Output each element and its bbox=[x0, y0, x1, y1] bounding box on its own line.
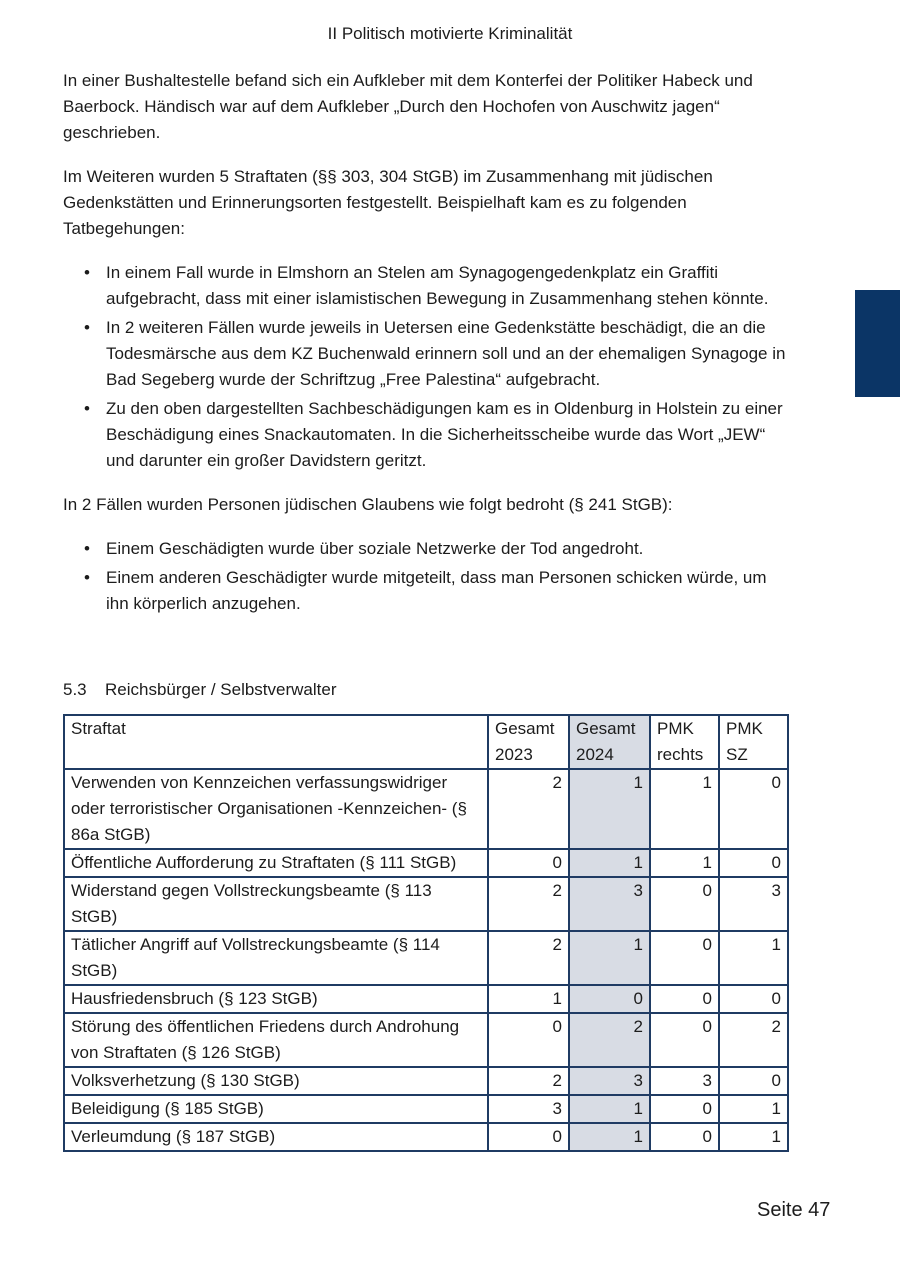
section-heading bbox=[63, 677, 336, 703]
list-item bbox=[63, 536, 793, 562]
column-header: Gesamt 2024 bbox=[569, 715, 650, 769]
value-cell: 0 bbox=[650, 1123, 719, 1151]
offense-cell: Hausfriedensbruch (§ 123 StGB) bbox=[64, 985, 488, 1013]
table-row bbox=[64, 1067, 788, 1095]
table-row bbox=[64, 849, 788, 877]
value-cell: 0 bbox=[719, 849, 788, 877]
offense-cell: Störung des öffentlichen Friedens durch Androhung von Straftaten (§ 126 StGB) bbox=[64, 1013, 488, 1067]
value-cell: 1 bbox=[719, 1095, 788, 1123]
table-row bbox=[64, 1123, 788, 1151]
table-row bbox=[64, 769, 788, 849]
offense-cell: Volksverhetzung (§ 130 StGB) bbox=[64, 1067, 488, 1095]
bullet-list bbox=[63, 536, 793, 617]
bullet-list bbox=[63, 260, 793, 474]
value-cell: 0 bbox=[719, 769, 788, 849]
table-row bbox=[64, 985, 788, 1013]
list-item-text: Einem Geschädigten wurde über soziale Netzwerke der Tod angedroht. bbox=[106, 539, 644, 558]
value-cell: 2 bbox=[488, 1067, 569, 1095]
value-cell: 0 bbox=[569, 985, 650, 1013]
list-item bbox=[63, 260, 793, 312]
table-row bbox=[64, 931, 788, 985]
value-cell: 1 bbox=[569, 931, 650, 985]
value-cell: 3 bbox=[569, 877, 650, 931]
paragraph: In einer Bushaltestelle befand sich ein Aufkleber mit dem Konterfei der Politiker Habeck und Baerbock. Händisch war auf dem Aufkleber „Durch den Hochofen von Auschwitz jagen“ geschrieben. bbox=[63, 71, 753, 142]
offense-cell: Widerstand gegen Vollstreckungsbeamte (§ 113 StGB) bbox=[64, 877, 488, 931]
offense-cell: Öffentliche Aufforderung zu Straftaten (§ 111 StGB) bbox=[64, 849, 488, 877]
value-cell: 2 bbox=[488, 931, 569, 985]
value-cell: 1 bbox=[569, 1123, 650, 1151]
value-cell: 0 bbox=[650, 1095, 719, 1123]
value-cell: 3 bbox=[719, 877, 788, 931]
list-item bbox=[63, 396, 793, 474]
bullet-icon: • bbox=[84, 539, 90, 558]
section-number: 5.3 bbox=[63, 680, 87, 699]
table-row bbox=[64, 877, 788, 931]
bullet-icon: • bbox=[84, 263, 90, 282]
list-item-text: Einem anderen Geschädigter wurde mitgeteilt, dass man Personen schicken würde, um ihn körperlich anzugehen. bbox=[106, 568, 767, 613]
page-number: Seite 47 bbox=[757, 1199, 831, 1221]
paragraph: In 2 Fällen wurden Personen jüdischen Glaubens wie folgt bedroht (§ 241 StGB): bbox=[63, 495, 673, 514]
value-cell: 0 bbox=[650, 985, 719, 1013]
list-item-text: In 2 weiteren Fällen wurde jeweils in Uetersen eine Gedenkstätte beschädigt, die an die Todesmärsche aus dem KZ Buchenwald erinnern soll und an der ehemaligen Synagoge in Bad Segeberg wurde der Schriftzug „Free Palestina“ aufgebracht. bbox=[106, 318, 786, 389]
offense-cell: Verwenden von Kennzeichen verfassungswidriger oder terroristischer Organisationen -Kennzeichen- (§ 86a StGB) bbox=[64, 769, 488, 849]
value-cell: 0 bbox=[650, 1013, 719, 1067]
table-row bbox=[64, 1095, 788, 1123]
list-item-text: In einem Fall wurde in Elmshorn an Stelen am Synagogengedenkplatz ein Graffiti aufgebracht, dass mit einer islamistischen Bewegung in Zusammenhang stehen könnte. bbox=[106, 263, 769, 308]
value-cell: 3 bbox=[569, 1067, 650, 1095]
list-item-text: Zu den oben dargestellten Sachbeschädigungen kam es in Oldenburg in Holstein zu einer Beschädigung eines Snackautomaten. In die Sicherheitsscheibe wurde das Wort „JEW“ und darunter ein großer Davidstern geritzt. bbox=[106, 399, 783, 470]
value-cell: 3 bbox=[488, 1095, 569, 1123]
offense-statistics-table bbox=[63, 714, 789, 1152]
column-header: PMK rechts bbox=[650, 715, 719, 769]
column-header: Gesamt 2023 bbox=[488, 715, 569, 769]
section-title: Reichsbürger / Selbstverwalter bbox=[105, 680, 337, 699]
list-item bbox=[63, 565, 793, 617]
value-cell: 3 bbox=[650, 1067, 719, 1095]
offense-cell: Beleidigung (§ 185 StGB) bbox=[64, 1095, 488, 1123]
value-cell: 2 bbox=[488, 877, 569, 931]
paragraph: Im Weiteren wurden 5 Straftaten (§§ 303, 304 StGB) im Zusammenhang mit jüdischen Gedenkstätten und Erinnerungsorten festgestellt. Beispielhaft kam es zu folgenden Tatbegehungen: bbox=[63, 167, 713, 238]
body-text bbox=[63, 68, 793, 635]
value-cell: 0 bbox=[719, 985, 788, 1013]
value-cell: 1 bbox=[569, 769, 650, 849]
value-cell: 2 bbox=[488, 769, 569, 849]
value-cell: 0 bbox=[650, 931, 719, 985]
value-cell: 1 bbox=[719, 1123, 788, 1151]
offense-cell: Tätlicher Angriff auf Vollstreckungsbeamte (§ 114 StGB) bbox=[64, 931, 488, 985]
value-cell: 1 bbox=[569, 1095, 650, 1123]
table-header-row bbox=[64, 715, 788, 769]
value-cell: 2 bbox=[569, 1013, 650, 1067]
value-cell: 1 bbox=[569, 849, 650, 877]
value-cell: 0 bbox=[488, 1013, 569, 1067]
chapter-marker-tab bbox=[855, 290, 900, 397]
value-cell: 1 bbox=[488, 985, 569, 1013]
column-header: Straftat bbox=[64, 715, 488, 769]
value-cell: 1 bbox=[650, 769, 719, 849]
value-cell: 1 bbox=[719, 931, 788, 985]
bullet-icon: • bbox=[84, 318, 90, 337]
table-row bbox=[64, 1013, 788, 1067]
bullet-icon: • bbox=[84, 568, 90, 587]
value-cell: 0 bbox=[719, 1067, 788, 1095]
value-cell: 0 bbox=[650, 877, 719, 931]
running-header: II Politisch motivierte Kriminalität bbox=[327, 24, 573, 43]
list-item bbox=[63, 315, 793, 393]
bullet-icon: • bbox=[84, 399, 90, 418]
offense-cell: Verleumdung (§ 187 StGB) bbox=[64, 1123, 488, 1151]
value-cell: 0 bbox=[488, 1123, 569, 1151]
value-cell: 1 bbox=[650, 849, 719, 877]
column-header: PMK SZ bbox=[719, 715, 788, 769]
value-cell: 0 bbox=[488, 849, 569, 877]
value-cell: 2 bbox=[719, 1013, 788, 1067]
